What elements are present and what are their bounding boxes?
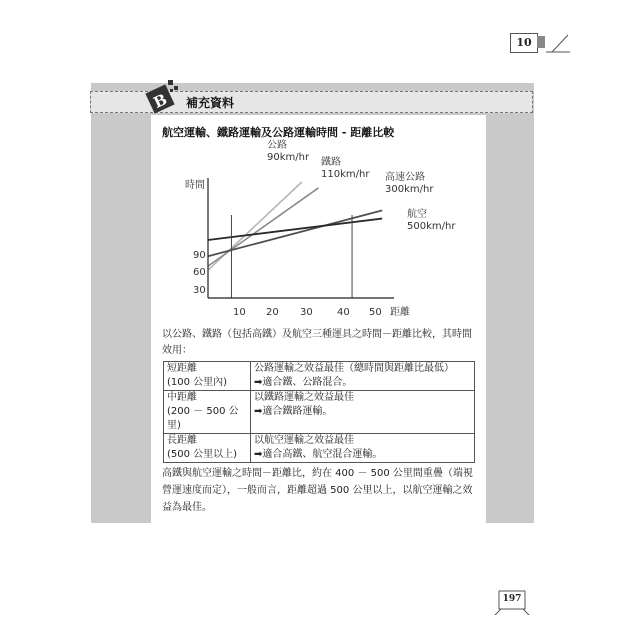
series-line xyxy=(208,210,382,256)
chart-description: 以公路、鐵路（包括高鐵）及航空三種運具之時間－距離比較，其時間效用： xyxy=(162,329,472,356)
x-tick-label: 20 xyxy=(266,307,279,317)
x-tick-label: 40 xyxy=(337,307,350,317)
y-tick-label: 30 xyxy=(193,285,206,296)
supplement-logo-icon xyxy=(140,78,184,118)
series-label-air: 航空 xyxy=(407,209,427,220)
chapter-tab-marker xyxy=(537,36,545,48)
series-label-rail: 鐵路 xyxy=(321,157,341,168)
row-label-cell xyxy=(164,362,251,391)
row-recommendation: ➡適合鐵、公路混合。 xyxy=(254,377,353,388)
row-text: 以航空運輸之效益最佳 xyxy=(254,435,354,446)
row-text-cell xyxy=(251,362,475,391)
distance-summary-table xyxy=(163,361,475,463)
row-label-cell xyxy=(164,391,251,434)
row-label-cell xyxy=(164,434,251,463)
table-row xyxy=(164,391,475,434)
series-label-highway-speed: 300km/hr xyxy=(385,184,434,195)
series-label-road: 公路 xyxy=(267,140,287,151)
x-axis-label: 距離 xyxy=(390,307,410,317)
x-tick-label: 30 xyxy=(300,307,313,317)
series-line xyxy=(208,219,382,240)
row-label: 短距離 xyxy=(167,363,197,374)
x-tick-label: 50 xyxy=(369,307,382,317)
row-recommendation: ➡適合鐵路運輸。 xyxy=(254,406,333,417)
time-distance-chart xyxy=(150,135,470,317)
row-range: (100 公里內) xyxy=(167,377,228,388)
table-row xyxy=(164,434,475,463)
y-axis-label: 時間 xyxy=(185,180,205,191)
x-tick-label: 10 xyxy=(233,307,246,317)
row-text-cell xyxy=(251,391,475,434)
table-row xyxy=(164,362,475,391)
row-range: (500 公里以上) xyxy=(167,449,238,460)
chapter-badge xyxy=(510,33,562,53)
series-label-air-speed: 500km/hr xyxy=(407,221,456,232)
chapter-slash-decoration xyxy=(546,33,570,53)
chart-title: 航空運輸、鐵路運輸及公路運輸時間 - 距離比較 xyxy=(162,126,395,139)
series-label-highway: 高速公路 xyxy=(385,172,425,183)
row-text: 以鐵路運輸之效益最佳 xyxy=(254,392,354,403)
row-text-cell xyxy=(251,434,475,463)
series-label-road-speed: 90km/hr xyxy=(267,152,310,163)
supplement-title: 補充資料 xyxy=(186,96,235,110)
row-label: 長距離 xyxy=(167,435,197,446)
series-line xyxy=(208,188,319,266)
y-tick-label: 90 xyxy=(193,250,206,261)
y-tick-label: 60 xyxy=(193,267,206,278)
series-label-rail-speed: 110km/hr xyxy=(321,169,370,180)
row-label: 中距離 xyxy=(167,392,197,403)
row-text: 公路運輸之效益最佳（總時間與距離比最低） xyxy=(254,363,454,374)
row-recommendation: ➡適合高鐵、航空混合運輸。 xyxy=(254,449,383,460)
row-range: (200 － 500 公里) xyxy=(167,406,239,431)
svg-text:B: B xyxy=(150,90,170,112)
chapter-number: 10 xyxy=(510,33,538,53)
conclusion-text: 高鐵與航空運輸之時間－距離比，約在 400 － 500 公里間重疊（端視營運速度而定），一般而言，距離超過 500 公里以上，以航空運輸之效益為最佳。 xyxy=(162,468,473,513)
page-number: 197 xyxy=(502,594,522,604)
